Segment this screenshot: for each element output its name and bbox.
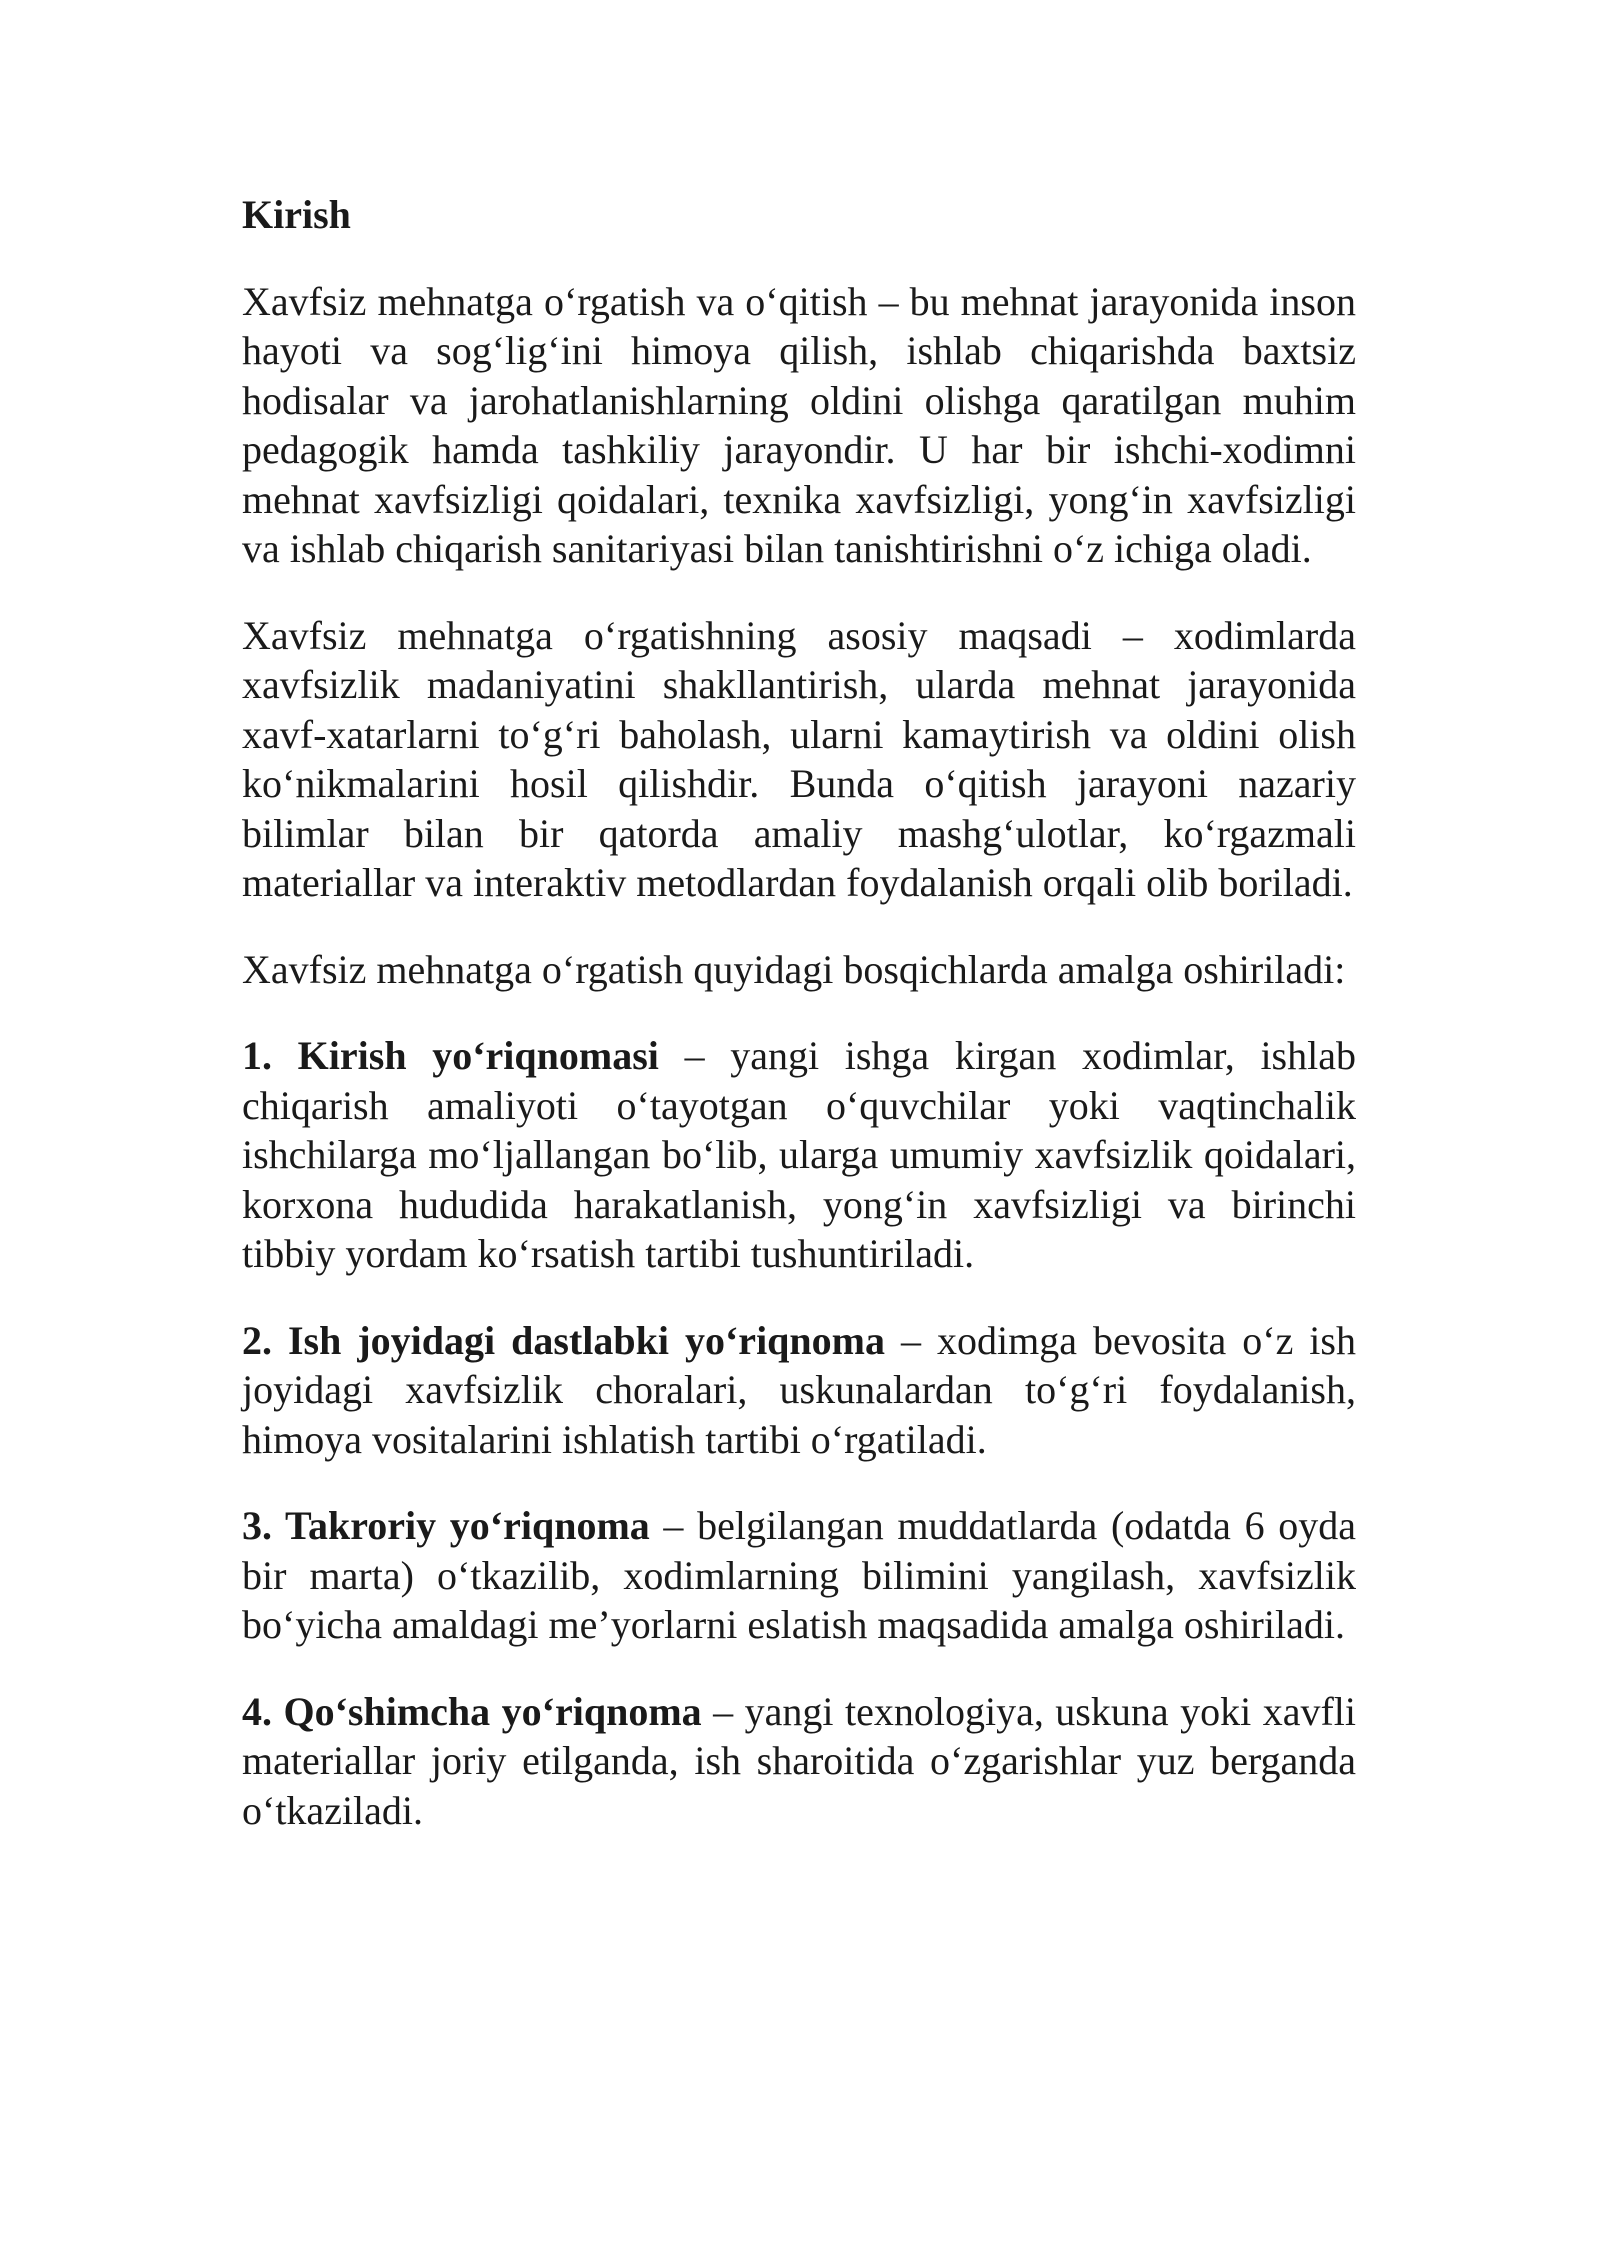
- paragraph-goal: Xavfsiz mehnatga o‘rgatishning asosiy maqsadi – xodimlarda xavfsizlik madaniyatini shakllantirish, ularda mehnat jarayonida xavf-xatarlarni to‘g‘ri baholash, ularni kamaytirish va oldini olish ko‘nikmalarini hosil qilishdir. Bunda o‘qitish jarayoni nazariy bilimlar bilan bir qatorda amaliy mashg‘ulotlar, ko‘rgazmali materiallar va interaktiv metodlardan foydalanish orqali olib boriladi.: [242, 612, 1356, 905]
- list-item-stage-2: [242, 1316, 1356, 1465]
- paragraph-intro: Xavfsiz mehnatga o‘rgatish va o‘qitish – bu mehnat jarayonida inson hayoti va sog‘lig‘ini himoya qilish, ishlab chiqarishda baxtsiz hodisalar va jarohatlanishlarning oldini olishga qaratilgan muhim pedagogik hamda tashkiliy jarayondir. U har bir ishchi-xodimni mehnat xavfsizligi qoidalari, texnika xavfsizligi, yong‘in xavfsizligi va ishlab chiqarish sanitariyasi bilan tanishtirishni o‘z ichiga oladi.: [242, 278, 1356, 571]
- list-item-stage-3: [242, 1501, 1356, 1650]
- list-item-stage-4: [242, 1687, 1356, 1836]
- list-item-title: 1. Kirish yo‘riqnomasi: [242, 1033, 659, 1078]
- list-item-text: – yangi texnologiya, uskuna yoki xavfli materiallar joriy etilganda, ish sharoitida o‘zgarishlar yuz berganda o‘tkaziladi.: [242, 1688, 1356, 1833]
- list-item-text: – belgilangan muddatlarda (odatda 6 oyda bir marta) o‘tkazilib, xodimlarning bilimini yangilash, xavfsizlik bo‘yicha amaldagi me’yorlarni eslatish maqsadida amalga oshiriladi.: [242, 1503, 1356, 1647]
- page-title: Kirish: [242, 192, 351, 237]
- list-item-title: 3. Takroriy yo‘riqnoma: [242, 1503, 650, 1548]
- list-item-text: – xodimga bevosita o‘z ish joyidagi xavfsizlik choralari, uskunalardan to‘g‘ri foydalanish, himoya vositalarini ishlatish tartibi o‘rgatiladi.: [242, 1317, 1356, 1462]
- paragraph-stages-lead: Xavfsiz mehnatga o‘rgatish quyidagi bosqichlarda amalga oshiriladi:: [242, 946, 1346, 992]
- document-page: [242, 190, 1356, 1872]
- list-item-text: – yangi ishga kirgan xodimlar, ishlab chiqarish amaliyoti o‘tayotgan o‘quvchilar yoki vaqtinchalik ishchilarga mo‘ljallangan bo‘lib, ularga umumiy xavfsizlik qoidalari, korxona hududida harakatlanish, yong‘in xavfsizligi va birinchi tibbiy yordam ko‘rsatish tartibi tushuntiriladi.: [242, 1033, 1356, 1276]
- list-item-title: 4. Qo‘shimcha yo‘riqnoma: [242, 1688, 702, 1734]
- list-item-title: 2. Ish joyidagi dastlabki yo‘riqnoma: [242, 1317, 885, 1363]
- list-item-stage-1: [242, 1031, 1356, 1279]
